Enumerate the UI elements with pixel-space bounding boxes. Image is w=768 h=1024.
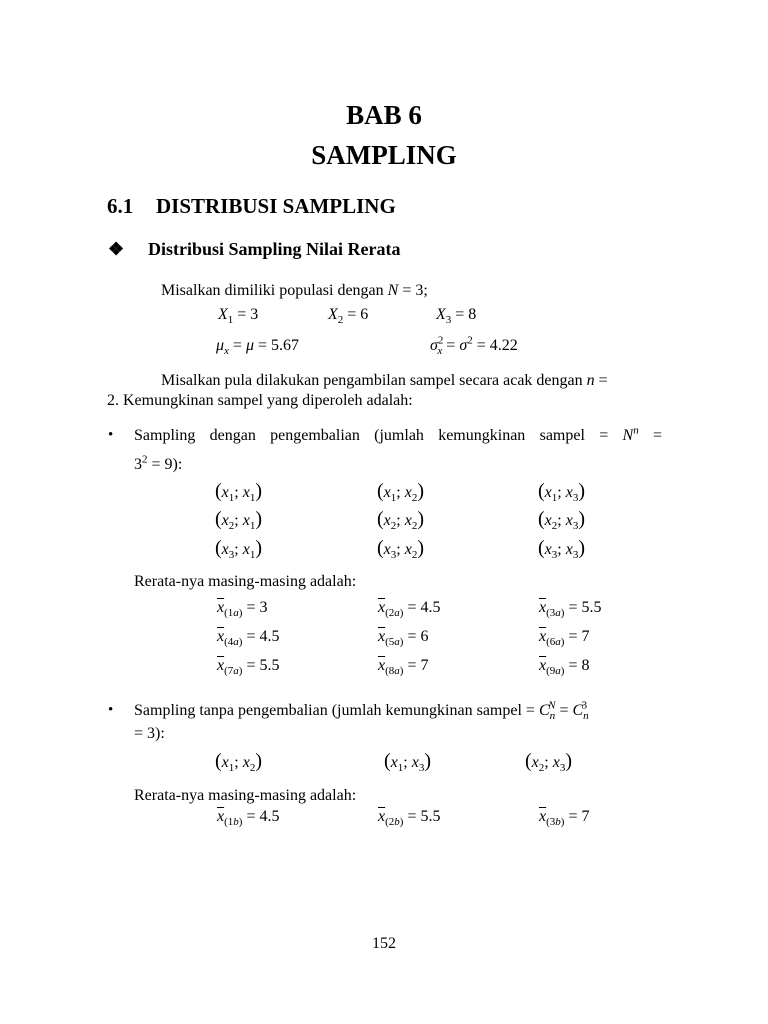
- population-mean: $\mu_x = \mu = 5.67$: [216, 337, 300, 358]
- sample-b-x1x3: ($x_1$; $x_3$): [384, 750, 432, 775]
- mean-1b: $\overline{x}_{(1b)} = 4.5$: [217, 808, 280, 829]
- mean-9a: $\overline{x}_{(9a)} = 8$: [539, 657, 590, 678]
- mean-5a: $\overline{x}_{(5a)} = 6$: [378, 628, 429, 649]
- mean-7a: $\overline{x}_{(7a)} = 5.5$: [217, 657, 280, 678]
- page-number: 152: [372, 935, 396, 952]
- sample-x3x3: ($x_3$; $x_3$): [538, 537, 586, 562]
- sample-x2x2: ($x_2$; $x_2$): [377, 508, 425, 533]
- with-replacement-line2: $3^2 = 9$):: [134, 453, 183, 473]
- mean-1a: $\overline{x}_{(1a)} = 3$: [217, 599, 268, 620]
- intro-visual: Misalkan dimiliki populasi dengan N = 3;: [161, 282, 428, 299]
- para2-line1: Misalkan pula dilakukan pengambilan sampel secara acak dengan n =: [161, 372, 608, 389]
- sample-x1x1: ($x_1$; $x_1$): [215, 480, 263, 505]
- population-x2: $X_2 = 6$: [328, 306, 369, 327]
- mean-6a: $\overline{x}_{(6a)} = 7$: [539, 628, 590, 649]
- chapter-number: BAB 6: [346, 100, 422, 130]
- para2-line2: 2. Kemungkinan sampel yang diperoleh adalah:: [107, 392, 413, 409]
- sample-x2x1: ($x_2$; $x_1$): [215, 508, 263, 533]
- means-label-a: Rerata-nya masing-masing adalah:: [134, 573, 357, 590]
- sample-b-x2x3: ($x_2$; $x_3$): [525, 750, 573, 775]
- diamond-bullet-icon: ❖: [108, 239, 125, 259]
- section-title: DISTRIBUSI SAMPLING: [156, 194, 396, 218]
- without-replacement-line2: = 3):: [134, 725, 165, 742]
- sample-x3x2: ($x_3$; $x_2$): [377, 537, 425, 562]
- mean-2a: $\overline{x}_{(2a)} = 4.5$: [378, 599, 441, 620]
- mean-2b: $\overline{x}_{(2b)} = 5.5$: [378, 808, 441, 829]
- sample-b-x1x2: ($x_1$; $x_2$): [215, 750, 263, 775]
- mean-3b: $\overline{x}_{(3b)} = 7$: [539, 808, 590, 829]
- population-x1: $X_1 = 3$: [218, 306, 259, 327]
- sample-x2x3: ($x_2$; $x_3$): [538, 508, 586, 533]
- mean-8a: $\overline{x}_{(8a)} = 7$: [378, 657, 429, 678]
- without-replacement-line1: Sampling tanpa pengembalian (jumlah kemungkinan sampel = $C_n^N = C_n^3$: [134, 699, 589, 723]
- sample-x1x3: ($x_1$; $x_3$): [538, 480, 586, 505]
- intro-text: [161, 282, 428, 300]
- mean-4a: $\overline{x}_{(4a)} = 4.5$: [217, 628, 280, 649]
- section-number: 6.1: [107, 194, 134, 218]
- bullet-icon: •: [108, 427, 114, 443]
- bullet-icon: •: [108, 702, 114, 718]
- chapter-title: SAMPLING: [311, 140, 457, 170]
- means-label-b: Rerata-nya masing-masing adalah:: [134, 787, 357, 804]
- subsection-title: Distribusi Sampling Nilai Rerata: [148, 239, 401, 259]
- population-variance: $\sigma^2_x = \sigma^2 = 4.22$: [430, 334, 518, 358]
- sample-x3x1: ($x_3$; $x_1$): [215, 537, 263, 562]
- population-x3: $X_3 = 8$: [436, 306, 477, 327]
- sample-x1x2: ($x_1$; $x_2$): [377, 480, 425, 505]
- mean-3a: $\overline{x}_{(3a)} = 5.5$: [539, 599, 602, 620]
- with-replacement-line1: Sampling dengan pengembalian (jumlah kemungkinan sampel = $N^n$ =: [134, 424, 662, 444]
